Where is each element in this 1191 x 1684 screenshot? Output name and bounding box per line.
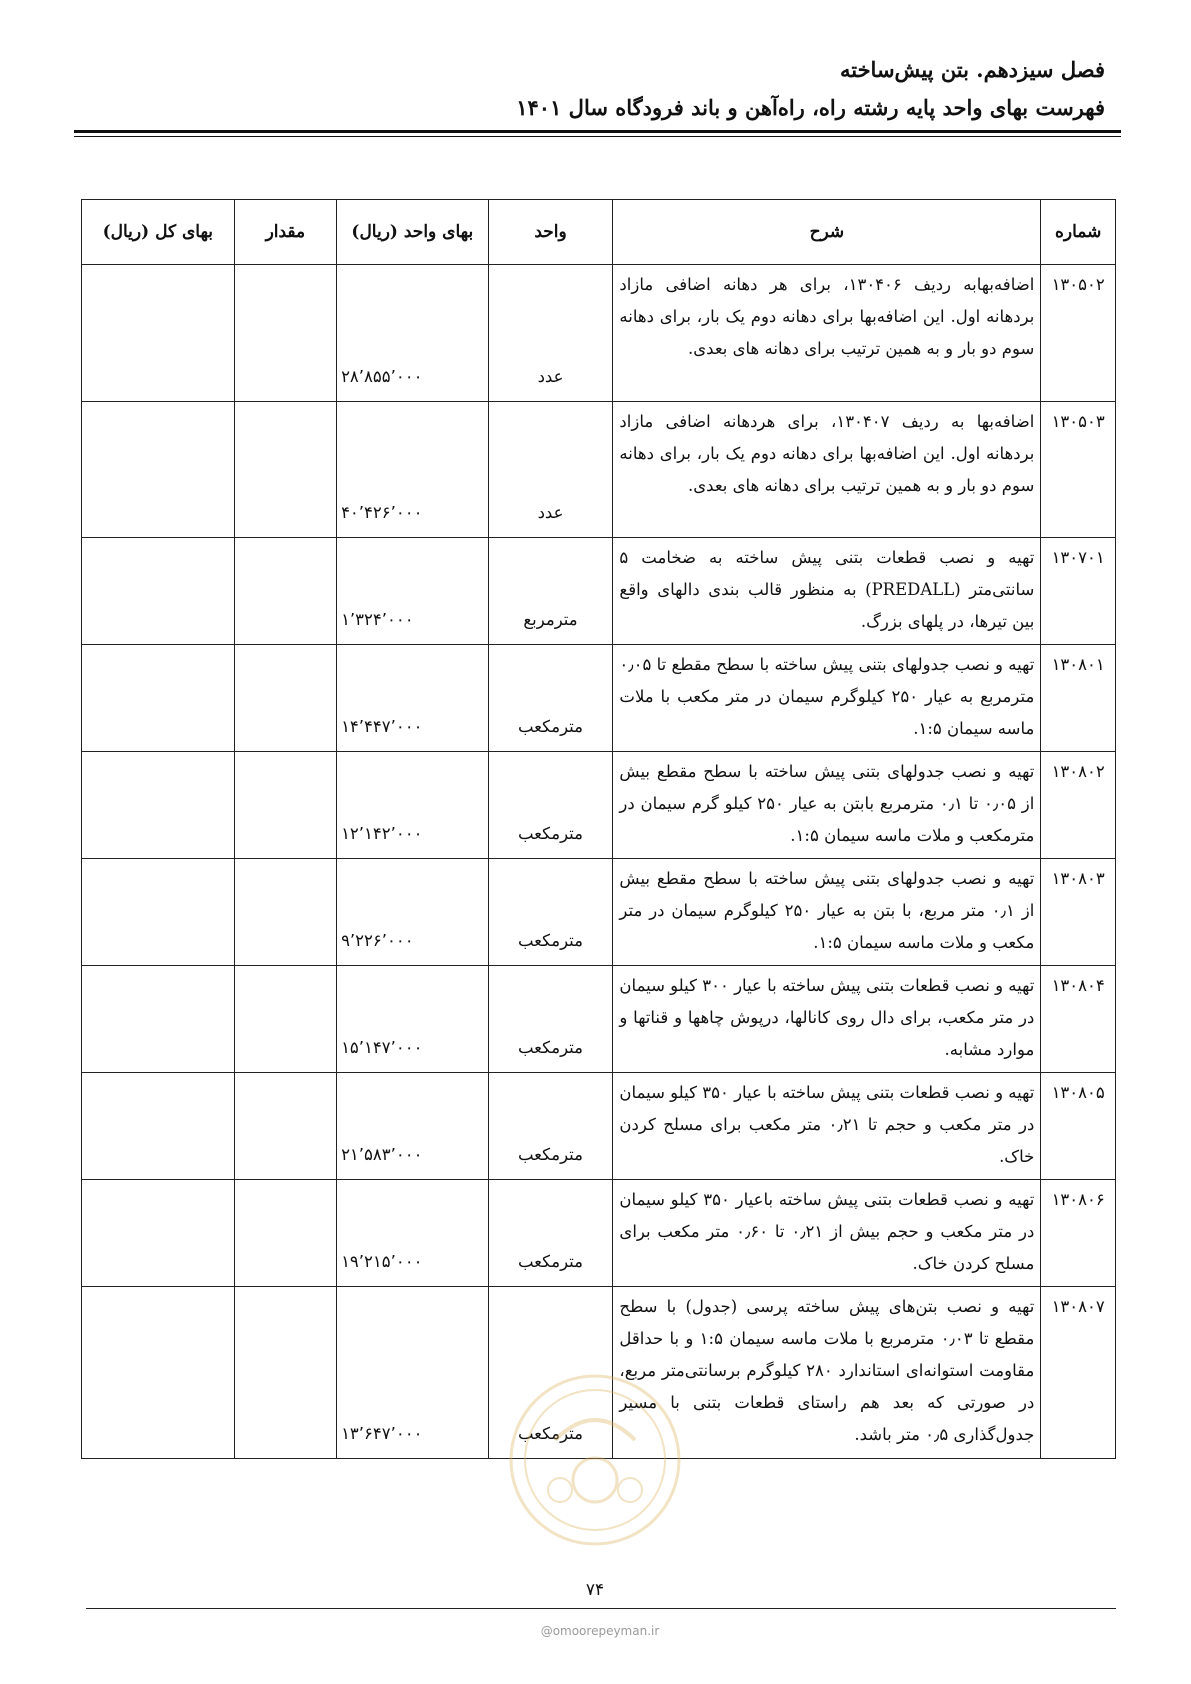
item-code: ۱۳۰۸۰۷ [1041, 1287, 1116, 1459]
column-header-code: شماره [1041, 200, 1116, 265]
seal-watermark-icon [505, 1370, 685, 1550]
header-divider-thick [74, 130, 1121, 133]
table-row [82, 752, 1116, 859]
item-total-price [82, 1073, 235, 1180]
item-unit-price: ۱۹٬۲۱۵٬۰۰۰ [337, 1180, 489, 1287]
item-total-price [82, 1180, 235, 1287]
item-total-price [82, 402, 235, 538]
column-header-total-price: بهای کل (ریال) [82, 200, 235, 265]
table-row [82, 645, 1116, 752]
item-description: تهیه و نصب جدولهای بتنی پیش ساخته با سطح مقطع بیش از ۰٫۰۵ تا ۰٫۱ مترمربع بابتن به عیار ۲۵۰ کیلو گرم سیمان در مترمکعب و ملات ماسه سیمان ۱:۵. [613, 752, 1041, 859]
table-row [82, 1073, 1116, 1180]
item-quantity [234, 265, 336, 402]
item-unit: مترمکعب [488, 859, 613, 966]
item-unit: مترمکعب [488, 752, 613, 859]
item-unit: عدد [488, 265, 613, 402]
item-code: ۱۳۰۸۰۵ [1041, 1073, 1116, 1180]
item-total-price [82, 265, 235, 402]
price-list-table [81, 199, 1116, 1459]
item-code: ۱۳۰۸۰۳ [1041, 859, 1116, 966]
item-quantity [234, 966, 336, 1073]
item-unit-price: ۱۵٬۱۴۷٬۰۰۰ [337, 966, 489, 1073]
page-number: ۷۴ [585, 1580, 605, 1600]
item-code: ۱۳۰۸۰۶ [1041, 1180, 1116, 1287]
item-unit-price: ۱۴٬۴۴۷٬۰۰۰ [337, 645, 489, 752]
item-code: ۱۳۰۵۰۲ [1041, 265, 1116, 402]
item-quantity [234, 752, 336, 859]
table-row [82, 1180, 1116, 1287]
header-divider-thin [74, 136, 1121, 137]
table-header-row [82, 200, 1116, 265]
item-unit-price: ۲۸٬۸۵۵٬۰۰۰ [337, 265, 489, 402]
item-code: ۱۳۰۵۰۳ [1041, 402, 1116, 538]
item-total-price [82, 859, 235, 966]
item-description: اضافه‌بها به ردیف ۱۳۰۴۰۷، برای هردهانه اضافی مازاد بردهانه اول. این اضافه‌بها برای دهانه دوم یک بار، برای دهانه سوم دو بار و به همین ترتیب برای دهانه های بعدی. [613, 402, 1041, 538]
item-total-price [82, 645, 235, 752]
item-unit-price: ۹٬۲۲۶٬۰۰۰ [337, 859, 489, 966]
item-total-price [82, 538, 235, 645]
item-code: ۱۳۰۸۰۲ [1041, 752, 1116, 859]
item-code: ۱۳۰۷۰۱ [1041, 538, 1116, 645]
item-description: تهیه و نصب بتن‌های پیش ساخته پرسی (جدول) با سطح مقطع تا ۰٫۰۳ مترمربع با ملات ماسه سیمان ۱:۵ و با حداقل مقاومت استوانه‌ای استاندارد ۲۸۰ کیلوگرم برسانتی‌متر مربع، در صورتی که بعد هم راستای قطعات بتنی با مسیر جدول‌گذاری ۰٫۵ متر باشد. [613, 1287, 1041, 1459]
item-description: اضافه‌بهابه ردیف ۱۳۰۴۰۶، برای هر دهانه اضافی مازاد بردهانه اول. این اضافه‌بها برای دهانه دوم یک بار، برای دهانه سوم دو بار و به همین ترتیب برای دهانه های بعدی. [613, 265, 1041, 402]
document-title: فهرست بهای واحد پایه رشته راه، راه‌آهن و باند فرودگاه سال ۱۴۰۱ [516, 95, 1105, 120]
item-unit: مترمکعب [488, 1287, 613, 1459]
item-quantity [234, 1073, 336, 1180]
item-code: ۱۳۰۸۰۱ [1041, 645, 1116, 752]
item-unit-price: ۱۳٬۶۴۷٬۰۰۰ [337, 1287, 489, 1459]
item-quantity [234, 1180, 336, 1287]
table-row [82, 859, 1116, 966]
page-header [75, 55, 1105, 123]
item-description: تهیه و نصب قطعات بتنی پیش ساخته باعیار ۳۵۰ کیلو سیمان در متر مکعب و حجم بیش از ۰٫۲۱ تا ۰٫۶۰ متر مکعب برای مسلح کردن خاک. [613, 1180, 1041, 1287]
item-description: تهیه و نصب قطعات بتنی پیش ساخته به ضخامت ۵ سانتی‌متر (PREDALL) به منظور قالب بندی دالهای واقع بین تیرها، در پلهای بزرگ. [613, 538, 1041, 645]
item-description: تهیه و نصب قطعات بتنی پیش ساخته با عیار ۳۰۰ کیلو سیمان در متر مکعب، برای دال روی کانالها، درپوش چاهها و قناتها و موارد مشابه. [613, 966, 1041, 1073]
item-quantity [234, 538, 336, 645]
website-watermark: @omoorepeyman.ir [540, 1624, 660, 1638]
column-header-unit-price: بهای واحد (ریال) [337, 200, 489, 265]
item-unit: مترمکعب [488, 1073, 613, 1180]
item-unit: مترمکعب [488, 966, 613, 1073]
item-unit: مترمکعب [488, 1180, 613, 1287]
item-quantity [234, 859, 336, 966]
column-header-quantity: مقدار [234, 200, 336, 265]
item-unit-price: ۱۲٬۱۴۲٬۰۰۰ [337, 752, 489, 859]
item-total-price [82, 1287, 235, 1459]
table-row [82, 265, 1116, 402]
item-code: ۱۳۰۸۰۴ [1041, 966, 1116, 1073]
table-row [82, 538, 1116, 645]
item-unit: عدد [488, 402, 613, 538]
table-row [82, 966, 1116, 1073]
item-description: تهیه و نصب جدولهای بتنی پیش ساخته با سطح مقطع بیش از ۰٫۱ متر مربع، با بتن به عیار ۲۵۰ کیلوگرم سیمان در متر مکعب و ملات ماسه سیمان ۱:۵. [613, 859, 1041, 966]
item-unit: مترمکعب [488, 645, 613, 752]
item-total-price [82, 752, 235, 859]
item-unit-price: ۱٬۳۲۴٬۰۰۰ [337, 538, 489, 645]
column-header-unit: واحد [488, 200, 613, 265]
item-unit-price: ۴۰٬۴۲۶٬۰۰۰ [337, 402, 489, 538]
item-description: تهیه و نصب جدولهای بتنی پیش ساخته با سطح مقطع تا ۰٫۰۵ مترمربع به عیار ۲۵۰ کیلوگرم سیمان در متر مکعب با ملات ماسه سیمان ۱:۵. [613, 645, 1041, 752]
item-unit: مترمربع [488, 538, 613, 645]
item-quantity [234, 1287, 336, 1459]
item-total-price [82, 966, 235, 1073]
item-quantity [234, 402, 336, 538]
item-quantity [234, 645, 336, 752]
table-row [82, 402, 1116, 538]
column-header-description: شرح [613, 200, 1041, 265]
item-unit-price: ۲۱٬۵۸۳٬۰۰۰ [337, 1073, 489, 1180]
item-description: تهیه و نصب قطعات بتنی پیش ساخته با عیار ۳۵۰ کیلو سیمان در متر مکعب و حجم تا ۰٫۲۱ متر مکعب برای مسلح کردن خاک. [613, 1073, 1041, 1180]
chapter-title: فصل سیزدهم. بتن پیش‌ساخته [839, 57, 1105, 82]
footer-divider [86, 1608, 1116, 1609]
